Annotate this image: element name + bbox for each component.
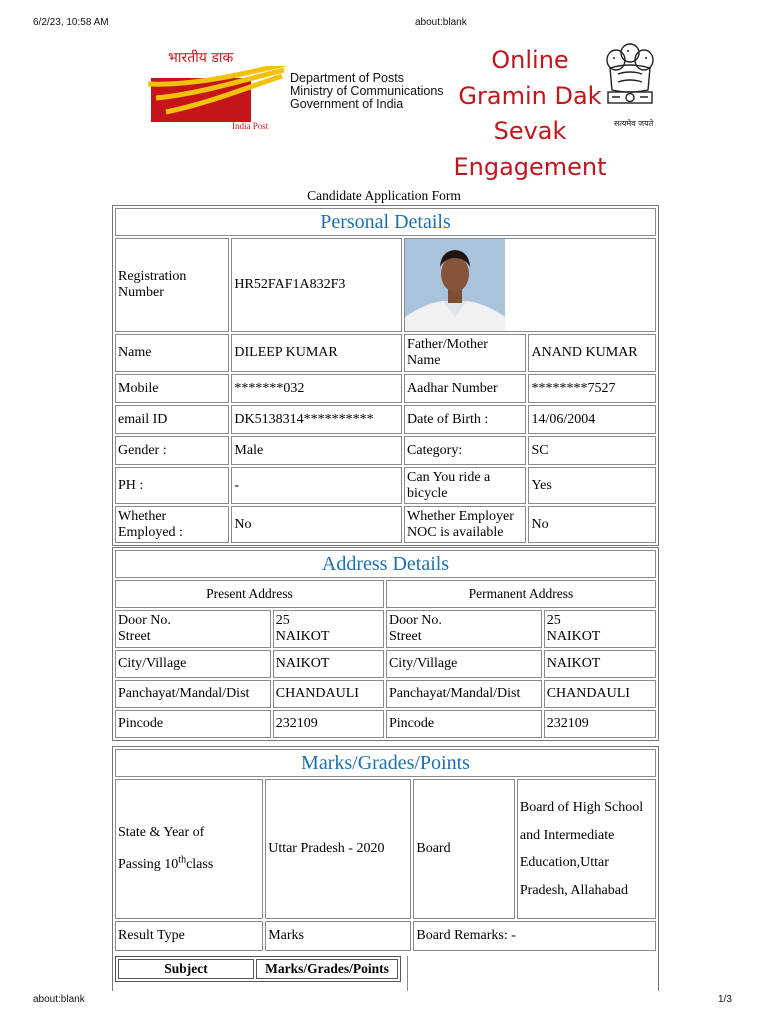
permanent-panchayat-label: Panchayat/Mandal/Dist <box>386 680 542 708</box>
address-details-section <box>112 547 659 741</box>
present-door-value: 25 NAIKOT <box>273 610 384 648</box>
present-panchayat-value: CHANDAULI <box>273 680 384 708</box>
print-datetime: 6/2/23, 10:58 AM <box>33 17 109 28</box>
state-emblem-icon <box>598 40 662 120</box>
personal-details-heading: Personal Details <box>115 208 656 236</box>
permanent-door-value: 25 NAIKOT <box>544 610 656 648</box>
employed-value: No <box>231 506 402 543</box>
gender-value: Male <box>231 436 402 465</box>
name-value: DILEEP KUMAR <box>231 334 402 372</box>
board-remarks: Board Remarks: - <box>413 921 656 951</box>
category-value: SC <box>528 436 656 465</box>
india-post-emblem-icon <box>148 66 288 122</box>
state-year-label-3: class <box>186 857 214 872</box>
national-emblem <box>598 40 662 132</box>
present-city-label: City/Village <box>115 650 271 678</box>
registration-label: Registration Number <box>115 238 229 332</box>
bicycle-value: Yes <box>528 467 656 504</box>
title-line-1: Online <box>491 46 569 74</box>
present-door-label: Door No. Street <box>115 610 271 648</box>
gender-label: Gender : <box>115 436 229 465</box>
dept-line-3: Government of India <box>290 97 404 111</box>
logo-hindi-text: भारतीय डाक <box>168 50 234 66</box>
board-value: Board of High School and Intermediate Education,Uttar Pradesh, Allahabad <box>517 779 656 919</box>
present-city-value: NAIKOT <box>273 650 384 678</box>
permanent-pincode-value: 232109 <box>544 710 656 738</box>
ph-label: PH : <box>115 467 229 504</box>
title-line-4: Engagement <box>453 152 607 181</box>
address-details-heading: Address Details <box>115 550 656 578</box>
bicycle-label: Can You ride a bicycle <box>404 467 526 504</box>
result-type-label: Result Type <box>115 921 263 951</box>
emblem-motto: सत्यमेव जयते <box>614 119 654 128</box>
title-line-3: Sevak <box>493 117 567 145</box>
category-label: Category: <box>404 436 526 465</box>
dob-value: 14/06/2004 <box>528 405 656 434</box>
permanent-door-label: Door No. Street <box>386 610 542 648</box>
registration-value: HR52FAF1A832F3 <box>231 238 402 332</box>
form-title: Candidate Application Form <box>307 188 461 203</box>
present-address-heading: Present Address <box>115 580 384 608</box>
page-title <box>449 43 611 185</box>
present-panchayat-label: Panchayat/Mandal/Dist <box>115 680 271 708</box>
permanent-panchayat-value: CHANDAULI <box>544 680 656 708</box>
present-pincode-value: 232109 <box>273 710 384 738</box>
india-post-logo <box>148 48 288 138</box>
mobile-value: *******032 <box>231 374 402 403</box>
permanent-city-label: City/Village <box>386 650 542 678</box>
footer-url: about:blank <box>33 994 85 1005</box>
result-type-value: Marks <box>265 921 411 951</box>
father-name-value: ANAND KUMAR <box>528 334 656 372</box>
father-name-label: Father/Mother Name <box>404 334 526 372</box>
state-year-sup: th <box>178 854 187 866</box>
present-pincode-label: Pincode <box>115 710 271 738</box>
aadhar-value: ********7527 <box>528 374 656 403</box>
permanent-address-heading: Permanent Address <box>386 580 656 608</box>
dept-line-2: Ministry of Communications <box>290 84 444 98</box>
email-label: email ID <box>115 405 229 434</box>
state-year-label-2: Passing 10 <box>118 857 179 872</box>
ph-value: - <box>231 467 402 504</box>
dob-label: Date of Birth : <box>404 405 526 434</box>
employed-label: Whether Employed : <box>115 506 229 543</box>
subject-header: Subject <box>118 959 254 979</box>
permanent-pincode-label: Pincode <box>386 710 542 738</box>
state-year-label <box>115 779 263 919</box>
dept-line-1: Department of Posts <box>290 71 404 85</box>
marks-heading: Marks/Grades/Points <box>115 749 656 777</box>
name-label: Name <box>115 334 229 372</box>
subject-table-wrap <box>115 956 408 991</box>
marks-points-header: Marks/Grades/Points <box>256 959 398 979</box>
footer-page-number: 1/3 <box>718 994 732 1005</box>
print-url: about:blank <box>415 17 467 28</box>
mobile-label: Mobile <box>115 374 229 403</box>
noc-label: Whether Employer NOC is available <box>404 506 526 543</box>
title-line-2: Gramin Dak <box>458 81 602 110</box>
board-label: Board <box>413 779 515 919</box>
department-block <box>290 72 444 111</box>
candidate-photo <box>405 239 505 331</box>
aadhar-label: Aadhar Number <box>404 374 526 403</box>
photo-cell <box>404 238 656 332</box>
state-year-value: Uttar Pradesh - 2020 <box>265 779 411 919</box>
personal-details-section <box>112 205 659 546</box>
state-year-label-1: State & Year of <box>118 825 205 840</box>
logo-india-post-text: India Post <box>232 121 269 131</box>
marks-section <box>112 746 659 991</box>
noc-value: No <box>528 506 656 543</box>
permanent-city-value: NAIKOT <box>544 650 656 678</box>
email-value: DK5138314********** <box>231 405 402 434</box>
